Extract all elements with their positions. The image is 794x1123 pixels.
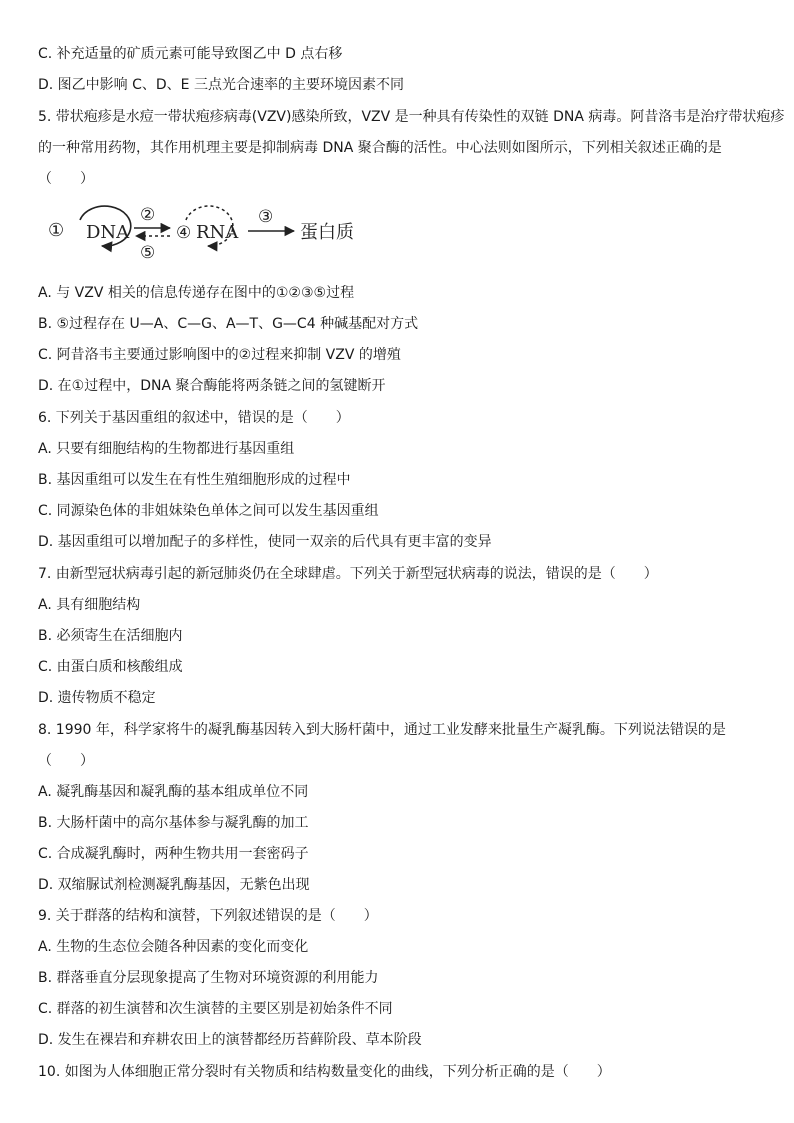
dna-label: DNA: [86, 222, 130, 243]
q8-stem-line1: 8. 1990 年，科学家将牛的凝乳酶基因转入到大肠杆菌中，通过工业发酵来批量生产凝乳酶。下列说法错误的是: [38, 722, 726, 738]
q5-option-c: C. 阿昔洛韦主要通过影响图中的②过程来抑制 VZV 的增殖: [38, 347, 401, 363]
process-5-label: ⑤: [140, 243, 156, 263]
process-2-label: ②: [140, 205, 156, 225]
q6-option-d: D. 基因重组可以增加配子的多样性，使同一双亲的后代具有更丰富的变异: [38, 534, 492, 550]
q4-option-d: D. 图乙中影响 C、D、E 三点光合速率的主要环境因素不同: [38, 77, 404, 93]
q9-option-c: C. 群落的初生演替和次生演替的主要区别是初始条件不同: [38, 1001, 393, 1017]
q9-option-a: A. 生物的生态位会随各种因素的变化而变化: [38, 939, 309, 955]
q5-stem-line1: 5. 带状疱疹是水痘一带状疱疹病毒(VZV)感染所致，VZV 是一种具有传染性的双链 DNA 病毒。阿昔洛韦是治疗带状疱疹: [38, 109, 785, 125]
q5-option-d: D. 在①过程中，DNA 聚合酶能将两条链之间的氢键断开: [38, 378, 386, 394]
protein-label: 蛋白质: [300, 222, 354, 243]
q8-option-c: C. 合成凝乳酶时，两种生物共用一套密码子: [38, 846, 309, 862]
q5-option-b: B. ⑤过程存在 U—A、C—G、A—T、G—C4 种碱基配对方式: [38, 316, 419, 332]
q6-stem: 6. 下列关于基因重组的叙述中，错误的是（ ）: [38, 410, 350, 426]
q7-option-a: A. 具有细胞结构: [38, 597, 141, 613]
q7-option-c: C. 由蛋白质和核酸组成: [38, 659, 183, 675]
q7-option-b: B. 必须寄生在活细胞内: [38, 628, 183, 644]
q7-stem: 7. 由新型冠状病毒引起的新冠肺炎仍在全球肆虐。下列关于新型冠状病毒的说法，错误的是（ ）: [38, 566, 658, 582]
central-dogma-diagram: [40, 198, 380, 268]
q9-option-b: B. 群落垂直分层现象提高了生物对环境资源的利用能力: [38, 970, 379, 986]
rna-label: RNA: [196, 222, 239, 243]
q9-stem: 9. 关于群落的结构和演替，下列叙述错误的是（ ）: [38, 908, 378, 924]
q9-option-d: D. 发生在裸岩和弃耕农田上的演替都经历苔藓阶段、草本阶段: [38, 1032, 422, 1048]
q8-option-d: D. 双缩脲试剂检测凝乳酶基因，无紫色出现: [38, 877, 310, 893]
process-4-label: ④: [176, 223, 192, 243]
q6-option-b: B. 基因重组可以发生在有性生殖细胞形成的过程中: [38, 472, 351, 488]
process-3-label: ③: [258, 207, 274, 227]
process-1-label: ①: [48, 220, 65, 241]
q4-option-c: C. 补充适量的矿质元素可能导致图乙中 D 点右移: [38, 46, 343, 62]
q10-stem: 10. 如图为人体细胞正常分裂时有关物质和结构数量变化的曲线，下列分析正确的是（ ）: [38, 1064, 611, 1080]
q7-option-d: D. 遗传物质不稳定: [38, 690, 156, 706]
q5-stem-line2: 的一种常用药物，其作用机理主要是抑制病毒 DNA 聚合酶的活性。中心法则如图所示，下列相关叙述正确的是: [38, 140, 722, 156]
q6-option-c: C. 同源染色体的非姐妹染色单体之间可以发生基因重组: [38, 503, 379, 519]
q5-stem-line3: （ ）: [38, 171, 94, 187]
q8-stem-line2: （ ）: [38, 753, 94, 769]
q8-option-b: B. 大肠杆菌中的高尔基体参与凝乳酶的加工: [38, 815, 309, 831]
q6-option-a: A. 只要有细胞结构的生物都进行基因重组: [38, 441, 295, 457]
q5-option-a: A. 与 VZV 相关的信息传递存在图中的①②③⑤过程: [38, 285, 355, 301]
q8-option-a: A. 凝乳酶基因和凝乳酶的基本组成单位不同: [38, 784, 309, 800]
